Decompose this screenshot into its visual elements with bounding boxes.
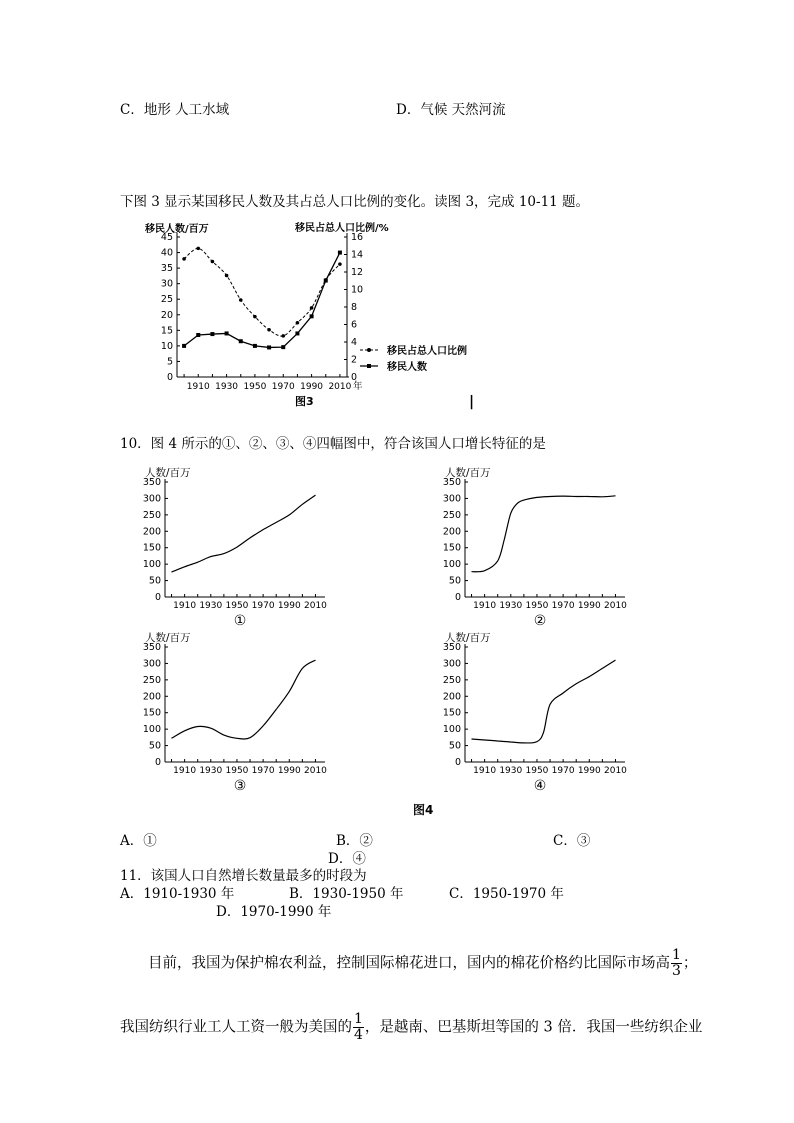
panel-y-tick-label: 300 <box>442 493 461 505</box>
migrant-count-point <box>281 345 285 349</box>
panel-y-tick-label: 0 <box>454 757 461 768</box>
fig3-right-tick-label: 10 <box>351 284 364 296</box>
panel-y-tick-label: 250 <box>442 674 461 686</box>
population-curve <box>172 660 316 739</box>
migrant-ratio-point <box>324 278 328 282</box>
panel-label: ① <box>233 613 247 629</box>
population-curve <box>472 496 616 572</box>
fig3-right-tick-label: 12 <box>351 267 364 278</box>
fig3-x-tick-label: 1950 <box>243 382 267 392</box>
option-9d: D．气候 天然河流 <box>396 102 506 118</box>
panel-y-tick-label: 250 <box>142 509 161 521</box>
fig3-left-tick-label: 15 <box>160 325 173 337</box>
fig3-left-tick-label: 25 <box>160 294 173 306</box>
migrant-ratio-point <box>310 306 314 310</box>
panel-x-tick-label: 1990 <box>577 766 601 776</box>
panel-y-tick-label: 50 <box>448 740 461 752</box>
migrant-ratio-point <box>182 257 186 261</box>
figure-4-panel-4 <box>440 627 640 795</box>
panel-x-tick-label: 2010 <box>604 766 627 776</box>
series-migrant-ratio-line <box>184 248 340 336</box>
panel-y-tick-label: 150 <box>442 707 461 719</box>
passage-line-1: 目前，我国为保护棉农利益，控制国际棉花进口，国内的棉花价格约比国际市场高 $\frac{1}{3}$ ； <box>148 947 698 979</box>
panel-x-tick-label: 1990 <box>277 601 301 611</box>
panel-x-tick-label: 2010 <box>304 766 327 776</box>
fig3-left-tick-label: 5 <box>166 356 173 368</box>
migrant-ratio-point <box>296 321 300 325</box>
passage-line-2-start: 我国纺织行业工人工资一般为美国的 <box>120 1019 352 1036</box>
fig3-left-tick-label: 20 <box>160 309 173 321</box>
figure-4-panel-3 <box>140 627 340 795</box>
panel-y-tick-label: 0 <box>154 592 161 603</box>
panel-x-tick-label: 2010 <box>304 601 327 611</box>
figure-4-panel-1 <box>140 462 340 630</box>
panel-y-tick-label: 100 <box>142 559 161 571</box>
migrant-count-point <box>338 251 342 255</box>
panel-y-tick-label: 100 <box>142 724 161 736</box>
fig4-caption: 图4 <box>413 803 434 817</box>
panel-y-tick-label: 150 <box>442 542 461 554</box>
passage-line-2 <box>120 1012 702 1043</box>
option-10d: D．④ <box>328 851 366 867</box>
fig3-right-tick-label: 4 <box>351 337 358 348</box>
fig3-right-tick-label: 8 <box>351 302 358 313</box>
migrant-ratio-point <box>225 274 229 278</box>
panel-x-tick-label: 1970 <box>551 601 575 611</box>
migrant-ratio-point <box>211 260 215 264</box>
migrant-count-point <box>225 331 229 335</box>
legend-count: 移民人数 <box>387 362 427 373</box>
panel-y-tick-label: 150 <box>142 542 161 554</box>
panel-x-tick-label: 1910 <box>173 601 197 611</box>
panel-y-tick-label: 50 <box>148 740 161 752</box>
panel-x-tick-label: 1910 <box>173 766 197 776</box>
panel-x-tick-label: 1970 <box>551 766 575 776</box>
fraction-one-quarter: $\frac{1}{4}$ <box>354 1011 363 1043</box>
panel-y-tick-label: 300 <box>142 658 161 670</box>
option-11c: C．1950-1970 年 <box>449 886 564 902</box>
option-10a: A．① <box>120 833 157 849</box>
option-9c: C．地形 人工水域 <box>120 102 230 118</box>
migrant-ratio-point <box>239 298 243 302</box>
panel-y-tick-label: 0 <box>454 592 461 603</box>
figure-4-panel-2 <box>440 462 640 630</box>
passage-line-2-end: ，是越南、巴基斯坦等国的 3 倍．我国一些纺织企业 <box>364 1019 703 1036</box>
figure-3-chart <box>135 215 485 415</box>
fig3-left-tick-label: 35 <box>160 263 173 275</box>
migrant-count-point <box>210 332 214 336</box>
panel-y-tick-label: 200 <box>142 526 161 538</box>
migrant-ratio-point <box>196 247 200 251</box>
fig3-left-tick-label: 30 <box>160 278 173 290</box>
panel-x-tick-label: 1950 <box>225 766 249 776</box>
option-11d: D．1970-1990 年 <box>216 904 332 920</box>
fig3-right-tick-label: 14 <box>351 249 364 261</box>
panel-y-tick-label: 250 <box>442 509 461 521</box>
panel-y-tick-label: 100 <box>442 559 461 571</box>
panel-y-tick-label: 100 <box>442 724 461 736</box>
fig3-legend <box>360 344 467 373</box>
fig3-right-tick-label: 16 <box>351 232 364 243</box>
question-10-stem: 10．图 4 所示的①、②、③、④四幅图中，符合该国人口增长特征的是 <box>120 436 546 452</box>
panel-y-tick-label: 50 <box>148 575 161 587</box>
panel-y-tick-label: 350 <box>442 477 461 488</box>
panel-y-tick-label: 350 <box>142 477 161 488</box>
panel-x-tick-label: 1990 <box>577 601 601 611</box>
migrant-ratio-point <box>281 334 285 338</box>
panel-x-tick-label: 1930 <box>499 766 523 776</box>
fig3-left-axis-label: 移民人数/百万 <box>145 224 209 235</box>
panel-y-tick-label: 300 <box>442 658 461 670</box>
population-curve <box>172 495 316 572</box>
panel-x-tick-label: 1930 <box>199 601 223 611</box>
migrant-count-point <box>182 344 186 348</box>
panel-x-tick-label: 1950 <box>525 766 549 776</box>
panel-label: ④ <box>533 778 547 794</box>
panel-label: ③ <box>233 778 247 794</box>
migrant-count-point <box>196 333 200 337</box>
panel-y-tick-label: 0 <box>154 757 161 768</box>
panel-x-tick-label: 1990 <box>277 766 301 776</box>
fig3-right-tick-label: 6 <box>351 319 358 331</box>
panel-x-tick-label: 2010 <box>604 601 627 611</box>
panel-y-tick-label: 350 <box>142 642 161 653</box>
migrant-ratio-point <box>338 262 342 266</box>
fig3-left-tick-label: 40 <box>160 247 173 259</box>
panel-y-axis-label: 人数/百万 <box>145 467 191 479</box>
fig3-left-tick-label: 10 <box>160 340 173 352</box>
migrant-count-point <box>267 345 271 349</box>
panel-x-tick-label: 1930 <box>499 601 523 611</box>
legend-ratio: 移民占总人口比例 <box>387 346 467 357</box>
fig3-x-tick-label: 1910 <box>186 382 210 392</box>
panel-x-tick-label: 1970 <box>251 766 275 776</box>
migrant-count-point <box>310 314 314 318</box>
panel-y-tick-label: 200 <box>442 691 461 703</box>
panel-x-tick-label: 1910 <box>473 601 497 611</box>
fig3-x-tick-label: 1970 <box>271 382 295 392</box>
panel-x-tick-label: 1970 <box>251 601 275 611</box>
panel-y-tick-label: 350 <box>442 642 461 653</box>
fig3-right-tick-label: 0 <box>351 372 358 383</box>
fig3-caption: 图3 <box>295 395 314 408</box>
panel-x-tick-label: 1950 <box>225 601 249 611</box>
migrant-count-point <box>253 344 257 348</box>
migrant-ratio-point <box>253 315 257 319</box>
panel-y-axis-label: 人数/百万 <box>445 632 491 644</box>
migrant-count-point <box>239 339 243 343</box>
fig3-left-tick-label: 45 <box>160 232 173 243</box>
fig3-left-tick-label: 0 <box>166 372 173 383</box>
series-migrant-count-line <box>184 253 340 348</box>
panel-y-tick-label: 200 <box>442 526 461 538</box>
option-10c: C．③ <box>553 833 591 849</box>
intro-text: 下图 3 显示某国移民人数及其占总人口比例的变化。读图 3，完成 10-11 题。 <box>120 194 590 210</box>
option-10b: B．② <box>336 833 373 849</box>
panel-label: ② <box>533 613 547 629</box>
panel-y-tick-label: 300 <box>142 493 161 505</box>
migrant-ratio-point <box>267 328 271 332</box>
panel-x-tick-label: 1950 <box>525 601 549 611</box>
panel-y-tick-label: 50 <box>448 575 461 587</box>
fig3-x-tick-label: 1990 <box>300 382 324 392</box>
panel-y-tick-label: 200 <box>142 691 161 703</box>
panel-y-tick-label: 250 <box>142 674 161 686</box>
cursor-mark: | <box>469 394 475 410</box>
fig3-x-tick-label: 1930 <box>215 382 239 392</box>
panel-y-axis-label: 人数/百万 <box>445 467 491 479</box>
question-11-stem: 11．该国人口自然增长数量最多的时段为 <box>120 868 367 884</box>
population-curve <box>472 660 616 743</box>
panel-x-tick-label: 1930 <box>199 766 223 776</box>
option-11b: B．1930-1950 年 <box>289 886 404 902</box>
migrant-count-point <box>295 331 299 335</box>
fig3-x-tick-label: 2010 <box>328 382 352 392</box>
panel-y-axis-label: 人数/百万 <box>145 632 191 644</box>
panel-x-tick-label: 1910 <box>473 766 497 776</box>
passage-line-1-text: 目前，我国为保护棉农利益，控制国际棉花进口，国内的棉花价格约比国际市场高 <box>148 955 670 972</box>
option-11a: A．1910-1930 年 <box>120 886 235 902</box>
fig3-x-unit: 年 <box>353 381 363 392</box>
fraction-one-third: $\frac{1}{3}$ <box>672 947 681 979</box>
fig3-right-axis-label: 移民占总人口比例/% <box>295 223 389 234</box>
fig3-right-tick-label: 2 <box>351 354 358 366</box>
panel-y-tick-label: 150 <box>142 707 161 719</box>
